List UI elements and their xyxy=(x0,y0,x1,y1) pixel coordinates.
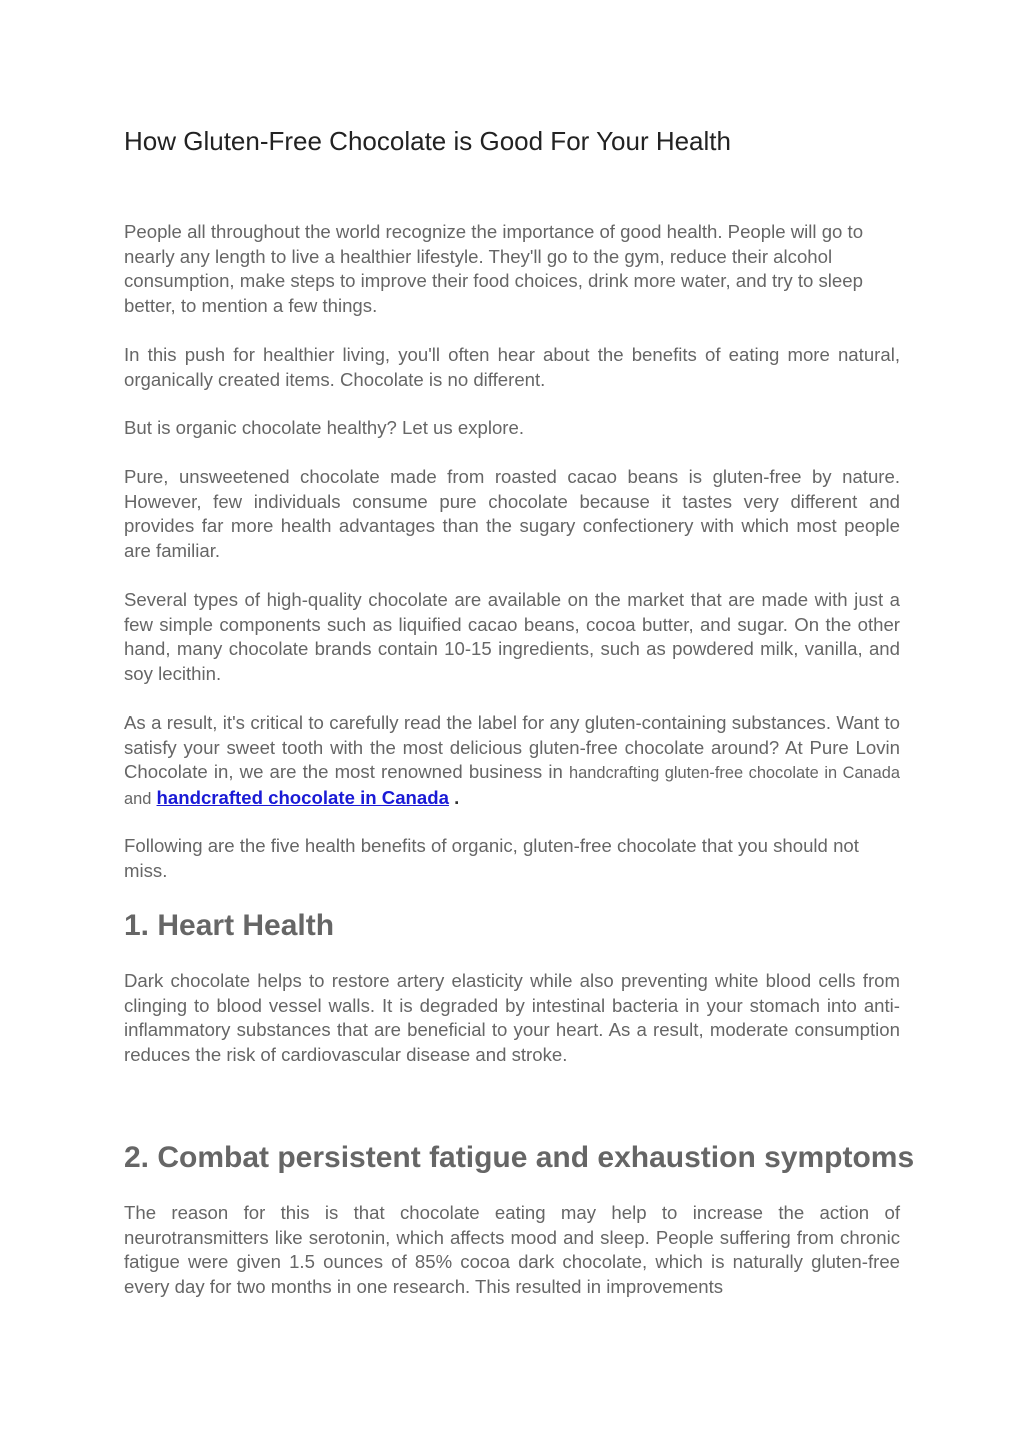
paragraph-healthier-living: In this push for healthier living, you'll often hear about the benefits of eating more natural, organically created items. Chocolate is no different. xyxy=(124,344,900,390)
paragraph-question: But is organic chocolate healthy? Let us explore. xyxy=(124,417,525,438)
paragraph-chocolate-types: Several types of high-quality chocolate are available on the market that are made with just a few simple components such as liquified cacao beans, cocoa butter, and sugar. On the other hand, many chocolate brands contain 10-15 ingredients, such as powdered milk, vanilla, and soy lecithin. xyxy=(124,589,900,684)
handcrafted-chocolate-link[interactable]: handcrafted chocolate in Canada xyxy=(156,786,449,808)
paragraph-read-label-text: As a result, it's critical to carefully read the label for any gluten-containing substances. Want to satisfy your sweet tooth with the most delicious gluten-free chocolate around? At Pure Lovin Chocolate in, we are the most renowned business in xyxy=(124,712,900,783)
section-body-heart-health: Dark chocolate helps to restore artery elasticity while also preventing white blood cells from clinging to blood vessel walls. It is degraded by intestinal bacteria in your stomach into anti-inflammatory substances that are beneficial to your heart. As a result, moderate consumption reduces the risk of cardiovascular disease and stroke. xyxy=(124,970,900,1065)
section-heading-fatigue: 2. Combat persistent fatigue and exhaustion symptoms xyxy=(124,1141,915,1174)
paragraph-read-label-period: . xyxy=(454,786,460,808)
paragraph-read-label xyxy=(124,711,900,811)
paragraph-five-benefits: Following are the five health benefits of organic, gluten-free chocolate that you should not miss. xyxy=(124,835,859,881)
paragraph-pure-chocolate: Pure, unsweetened chocolate made from roasted cacao beans is gluten-free by nature. However, few individuals consume pure chocolate because it tastes very different and provides far more health advantages than the sugary confectionery with which most people are familiar. xyxy=(124,466,900,561)
paragraph-read-label-small-text: handcrafting gluten-free chocolate in Canada and xyxy=(124,764,901,808)
document-title: How Gluten-Free Chocolate is Good For Your Health xyxy=(124,126,731,156)
section-body-fatigue: The reason for this is that chocolate eating may help to increase the action of neurotransmitters like serotonin, which affects mood and sleep. People suffering from chronic fatigue were given 1.5 ounces of 85% cocoa dark chocolate, which is naturally gluten-free every day for two months in one research. This resulted in improvements xyxy=(124,1202,900,1297)
section-heading-heart-health: 1. Heart Health xyxy=(124,909,335,942)
paragraph-intro: People all throughout the world recognize the importance of good health. People will go to nearly any length to live a healthier lifestyle. They'll go to the gym, reduce their alcohol consumption, make steps to improve their food choices, drink more water, and try to sleep better, to mention a few things. xyxy=(124,221,864,316)
